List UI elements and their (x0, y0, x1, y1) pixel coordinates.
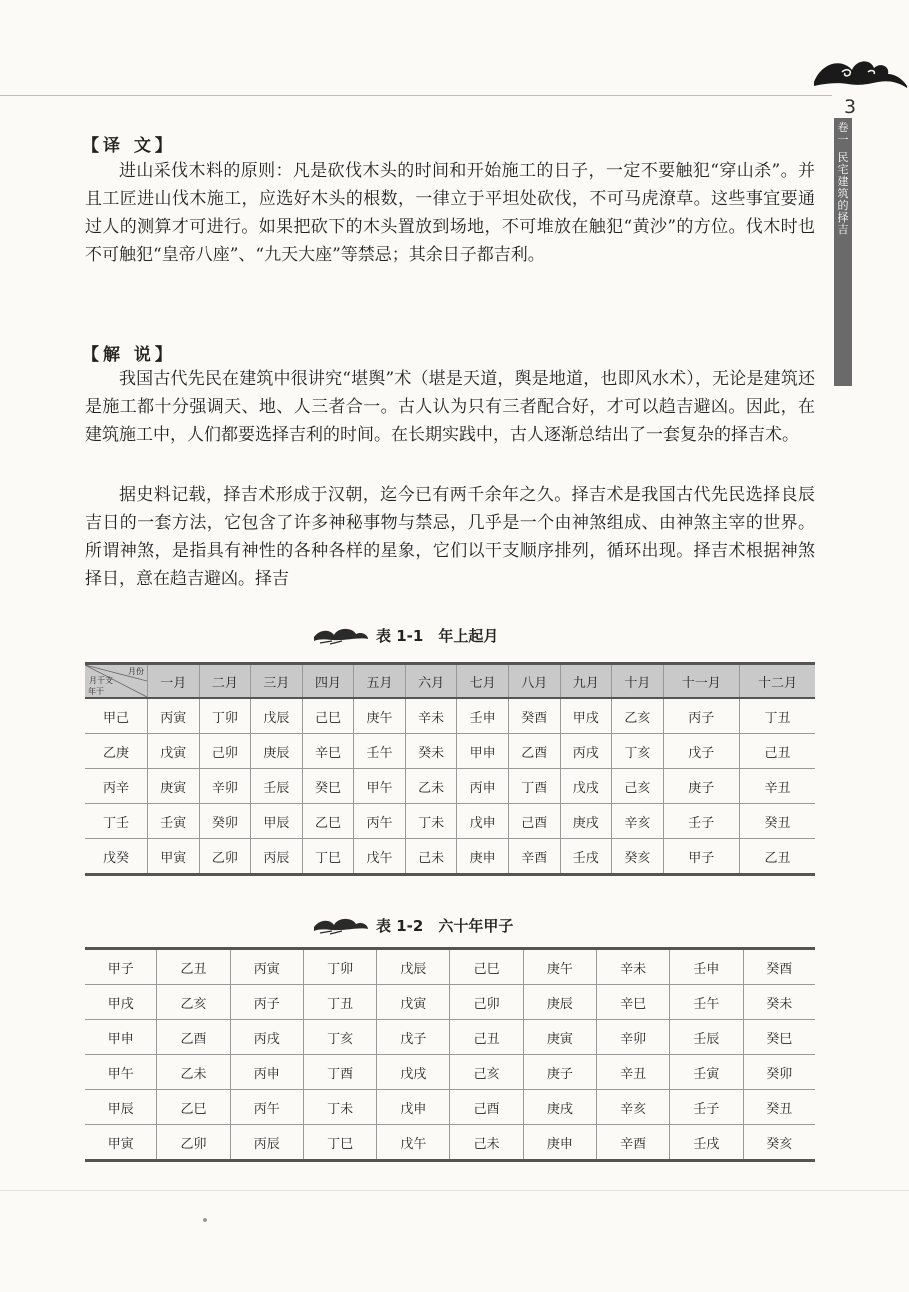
jiazi-cell: 乙丑 (157, 949, 230, 985)
month-stem-branch-cell: 壬午 (354, 734, 406, 769)
month-stem-branch-cell: 乙巳 (302, 804, 354, 839)
month-stem-branch-cell: 戊申 (457, 804, 509, 839)
month-stem-branch-cell: 丁亥 (612, 734, 664, 769)
jiazi-cell: 己丑 (450, 1020, 523, 1055)
jiazi-cell: 甲午 (85, 1055, 157, 1090)
corner-label-year: 年干 (88, 687, 104, 696)
jiazi-cell: 乙卯 (157, 1125, 230, 1161)
month-header: 七月 (457, 664, 509, 699)
month-header: 四月 (302, 664, 354, 699)
month-stem-branch-cell: 丙戌 (560, 734, 612, 769)
jiazi-cell: 辛卯 (597, 1020, 670, 1055)
month-stem-branch-cell: 己未 (405, 839, 457, 875)
jiazi-cell: 戊子 (377, 1020, 450, 1055)
jiazi-cell: 甲子 (85, 949, 157, 985)
jiazi-cell: 戊申 (377, 1090, 450, 1125)
header-rule (0, 95, 832, 96)
year-stem-cell: 乙庚 (85, 734, 148, 769)
jiazi-cell: 丙戌 (230, 1020, 303, 1055)
jiazi-cell: 丙寅 (230, 949, 303, 985)
month-header: 十月 (612, 664, 664, 699)
jiazi-cell: 己未 (450, 1125, 523, 1161)
jiazi-cell: 壬子 (670, 1090, 743, 1125)
month-stem-branch-cell: 甲寅 (148, 839, 200, 875)
jiazi-cell: 癸巳 (743, 1020, 815, 1055)
month-stem-branch-cell: 壬申 (457, 698, 509, 734)
month-stem-branch-cell: 壬戌 (560, 839, 612, 875)
month-stem-branch-cell: 庚戌 (560, 804, 612, 839)
month-stem-branch-cell: 乙未 (405, 769, 457, 804)
month-stem-branch-cell: 辛卯 (199, 769, 251, 804)
table2-title (312, 914, 572, 936)
month-stem-branch-cell: 癸丑 (740, 804, 816, 839)
month-stem-branch-cell: 戊午 (354, 839, 406, 875)
month-stem-branch-cell: 辛未 (405, 698, 457, 734)
jiazi-cell: 乙亥 (157, 985, 230, 1020)
month-stem-branch-cell: 己丑 (740, 734, 816, 769)
month-stem-branch-cell: 辛丑 (740, 769, 816, 804)
table-sixty-jiazi (85, 947, 815, 1162)
month-stem-branch-cell: 丙寅 (148, 698, 200, 734)
month-header: 八月 (508, 664, 560, 699)
auspicious-cloud-icon (312, 625, 370, 645)
year-stem-cell: 戊癸 (85, 839, 148, 875)
jiazi-cell: 丙辰 (230, 1125, 303, 1161)
month-stem-branch-cell: 戊寅 (148, 734, 200, 769)
jiazi-cell: 丙申 (230, 1055, 303, 1090)
table2-title-text: 表 1-2 六十年甲子 (376, 917, 514, 935)
jiazi-cell: 癸亥 (743, 1125, 815, 1161)
table1-title (312, 624, 572, 646)
jiazi-cell: 乙未 (157, 1055, 230, 1090)
jiazi-cell: 丁卯 (303, 949, 376, 985)
year-stem-cell: 甲己 (85, 698, 148, 734)
month-stem-branch-cell: 乙亥 (612, 698, 664, 734)
month-stem-branch-cell: 癸未 (405, 734, 457, 769)
jiazi-cell: 癸丑 (743, 1090, 815, 1125)
month-stem-branch-cell: 甲子 (663, 839, 739, 875)
month-stem-branch-cell: 丁巳 (302, 839, 354, 875)
month-stem-branch-cell: 壬辰 (251, 769, 303, 804)
jiazi-cell: 丁巳 (303, 1125, 376, 1161)
month-stem-branch-cell: 戊戌 (560, 769, 612, 804)
month-stem-branch-cell: 甲辰 (251, 804, 303, 839)
month-stem-branch-cell: 戊子 (663, 734, 739, 769)
jiazi-cell: 丁酉 (303, 1055, 376, 1090)
month-stem-branch-cell: 庚寅 (148, 769, 200, 804)
corner-label-month: 月份 (128, 667, 144, 676)
month-stem-branch-cell: 丙子 (663, 698, 739, 734)
table1-row (85, 769, 815, 804)
translation-paragraph: 进山采伐木料的原则：凡是砍伐木头的时间和开始施工的日子，一定不要触犯“穿山杀”。并且工匠进山伐木施工，应选好木头的根数，一律立于平坦处砍伐，不可马虎潦草。这些事宜要通过人的测算才可进行。如果把砍下的木头置放到场地，不可堆放在触犯“黄沙”的方位。伐木时也不可触犯“皇帝八座”、“九天大座”等禁忌；其余日子都吉利。 (85, 161, 815, 265)
month-header: 一月 (148, 664, 200, 699)
table2-row (85, 949, 815, 985)
jiazi-cell: 乙巳 (157, 1090, 230, 1125)
jiazi-cell: 己亥 (450, 1055, 523, 1090)
jiazi-cell: 癸未 (743, 985, 815, 1020)
month-header: 二月 (199, 664, 251, 699)
cloud-ornament-icon (812, 52, 908, 94)
jiazi-cell: 壬寅 (670, 1055, 743, 1090)
jiazi-cell: 丁亥 (303, 1020, 376, 1055)
jiazi-cell: 辛酉 (597, 1125, 670, 1161)
table2-row (85, 1090, 815, 1125)
jiazi-cell: 丙午 (230, 1090, 303, 1125)
auspicious-cloud-icon (312, 915, 370, 935)
month-stem-branch-cell: 辛巳 (302, 734, 354, 769)
jiazi-cell: 壬午 (670, 985, 743, 1020)
month-stem-branch-cell: 癸巳 (302, 769, 354, 804)
month-stem-branch-cell: 甲戌 (560, 698, 612, 734)
jiazi-cell: 庚寅 (523, 1020, 596, 1055)
month-stem-branch-cell: 乙酉 (508, 734, 560, 769)
table1-title-text: 表 1-1 年上起月 (376, 627, 499, 645)
table1-row (85, 698, 815, 734)
table1-header-row (85, 664, 815, 699)
table1-row (85, 839, 815, 875)
jiazi-cell: 己酉 (450, 1090, 523, 1125)
jiazi-cell: 辛巳 (597, 985, 670, 1020)
jiazi-cell: 甲寅 (85, 1125, 157, 1161)
month-stem-branch-cell: 甲申 (457, 734, 509, 769)
jiazi-cell: 辛亥 (597, 1090, 670, 1125)
month-header: 三月 (251, 664, 303, 699)
month-header: 十一月 (663, 664, 739, 699)
jiazi-cell: 乙酉 (157, 1020, 230, 1055)
jiazi-cell: 壬申 (670, 949, 743, 985)
month-stem-branch-cell: 己巳 (302, 698, 354, 734)
jiazi-cell: 癸酉 (743, 949, 815, 985)
table2-row (85, 985, 815, 1020)
jiazi-cell: 戊辰 (377, 949, 450, 985)
jiazi-cell: 庚戌 (523, 1090, 596, 1125)
month-stem-branch-cell: 丙辰 (251, 839, 303, 875)
table2-row (85, 1125, 815, 1161)
jiazi-cell: 己巳 (450, 949, 523, 985)
month-stem-branch-cell: 庚午 (354, 698, 406, 734)
jiazi-cell: 甲申 (85, 1020, 157, 1055)
jiazi-cell: 辛未 (597, 949, 670, 985)
month-stem-branch-cell: 丙申 (457, 769, 509, 804)
jiazi-cell: 丁丑 (303, 985, 376, 1020)
jiazi-cell: 戊午 (377, 1125, 450, 1161)
month-header: 九月 (560, 664, 612, 699)
month-stem-branch-cell: 癸卯 (199, 804, 251, 839)
month-stem-branch-cell: 丁酉 (508, 769, 560, 804)
month-stem-branch-cell: 丁未 (405, 804, 457, 839)
month-stem-branch-cell: 丁丑 (740, 698, 816, 734)
month-stem-branch-cell: 甲午 (354, 769, 406, 804)
month-header: 六月 (405, 664, 457, 699)
jiazi-cell: 癸卯 (743, 1055, 815, 1090)
table2-row (85, 1055, 815, 1090)
jiazi-cell: 壬辰 (670, 1020, 743, 1055)
year-stem-cell: 丁壬 (85, 804, 148, 839)
table2-row (85, 1020, 815, 1055)
month-stem-branch-cell: 乙丑 (740, 839, 816, 875)
jiazi-cell: 辛丑 (597, 1055, 670, 1090)
jiazi-cell: 戊戌 (377, 1055, 450, 1090)
month-stem-branch-cell: 壬寅 (148, 804, 200, 839)
jiazi-cell: 壬戌 (670, 1125, 743, 1161)
month-stem-branch-cell: 戊辰 (251, 698, 303, 734)
month-stem-branch-cell: 癸酉 (508, 698, 560, 734)
month-stem-branch-cell: 辛酉 (508, 839, 560, 875)
jiazi-cell: 丁未 (303, 1090, 376, 1125)
commentary-paragraph-2: 据史料记载，择吉术形成于汉朝，迄今已有两千余年之久。择吉术是我国古代先民选择良辰吉日的一套方法，它包含了许多神秘事物与禁忌，几乎是一个由神煞组成、由神煞主宰的世界。所谓神煞，是指具有神性的各种各样的星象，它们以干支顺序排列，循环出现。择吉术根据神煞择日，意在趋吉避凶。择吉 (85, 485, 815, 589)
month-header: 十二月 (740, 664, 816, 699)
jiazi-cell: 甲辰 (85, 1090, 157, 1125)
table1-row (85, 734, 815, 769)
jiazi-cell: 丙子 (230, 985, 303, 1020)
jiazi-cell: 庚午 (523, 949, 596, 985)
jiazi-cell: 庚子 (523, 1055, 596, 1090)
jiazi-cell: 甲戌 (85, 985, 157, 1020)
speck (203, 1218, 207, 1222)
month-stem-branch-cell: 癸亥 (612, 839, 664, 875)
month-stem-branch-cell: 壬子 (663, 804, 739, 839)
month-stem-branch-cell: 辛亥 (612, 804, 664, 839)
year-stem-cell: 丙辛 (85, 769, 148, 804)
month-stem-branch-cell: 己卯 (199, 734, 251, 769)
commentary-heading: 【解 说】 (82, 345, 176, 365)
side-chapter-tab (834, 118, 852, 386)
jiazi-cell: 庚辰 (523, 985, 596, 1020)
jiazi-cell: 庚申 (523, 1125, 596, 1161)
jiazi-cell: 戊寅 (377, 985, 450, 1020)
commentary-paragraph-1: 我国古代先民在建筑中很讲究“堪舆”术（堪是天道，舆是地道，也即风水术），无论是建筑还是施工都十分强调天、地、人三者合一。古人认为只有三者配合好，才可以趋吉避凶。因此，在建筑施工中，人们都要选择吉利的时间。在长期实践中，古人逐渐总结出了一套复杂的择吉术。 (85, 369, 815, 445)
translation-heading: 【译 文】 (82, 136, 176, 156)
month-stem-branch-cell: 丁卯 (199, 698, 251, 734)
table-year-month (85, 662, 815, 876)
side-tab-chapter: 民宅建筑的择吉 (837, 151, 849, 236)
month-header: 五月 (354, 664, 406, 699)
table1-row (85, 804, 815, 839)
month-stem-branch-cell: 庚辰 (251, 734, 303, 769)
table1-corner-cell (85, 664, 148, 699)
footer-rule (0, 1190, 909, 1191)
jiazi-cell: 己卯 (450, 985, 523, 1020)
side-tab-volume: 卷一 (837, 121, 849, 146)
month-stem-branch-cell: 丙午 (354, 804, 406, 839)
month-stem-branch-cell: 乙卯 (199, 839, 251, 875)
month-stem-branch-cell: 己亥 (612, 769, 664, 804)
page-number: 3 (843, 96, 857, 118)
month-stem-branch-cell: 庚子 (663, 769, 739, 804)
corner-label-stem: 月干支 (89, 676, 113, 685)
month-stem-branch-cell: 庚申 (457, 839, 509, 875)
month-stem-branch-cell: 己酉 (508, 804, 560, 839)
